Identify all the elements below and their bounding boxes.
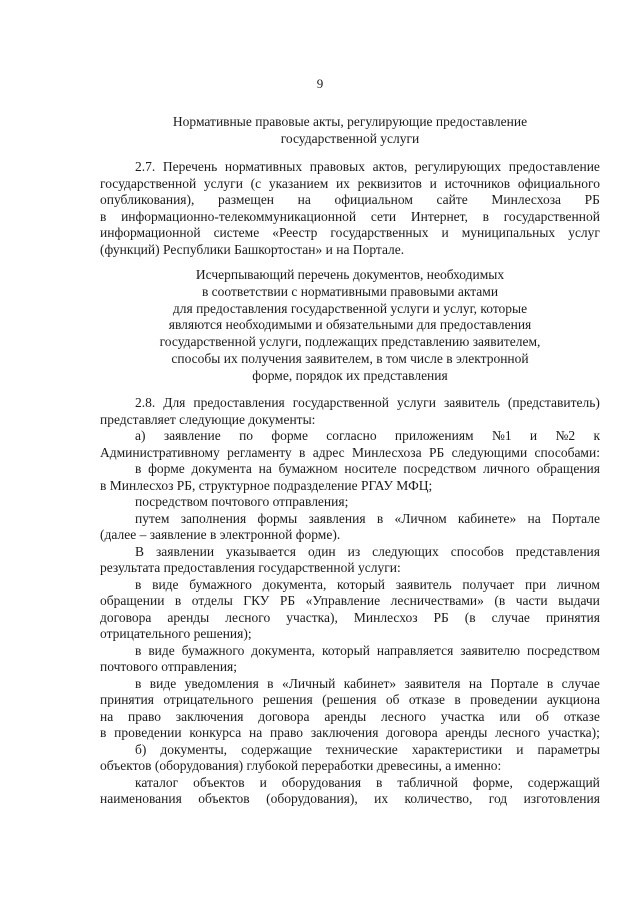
text-line bbox=[100, 395, 600, 412]
word: ГКУ bbox=[243, 593, 270, 608]
text-line bbox=[100, 593, 600, 610]
word: и bbox=[516, 741, 524, 757]
word: форме bbox=[148, 461, 185, 476]
word: способами: bbox=[534, 444, 600, 460]
word: сайте bbox=[436, 192, 468, 207]
word: отказе bbox=[563, 708, 600, 724]
word: и bbox=[529, 428, 538, 443]
word: заявителя bbox=[404, 675, 461, 691]
text-line bbox=[100, 159, 600, 176]
word: проведении bbox=[470, 692, 538, 707]
heading-line: для предоставления государственной услуги и услуг, которые bbox=[172, 300, 528, 316]
word: виде bbox=[148, 642, 175, 658]
word: по bbox=[239, 428, 254, 443]
word: (представитель) bbox=[507, 395, 600, 410]
word: «Личный bbox=[281, 675, 336, 691]
word: государственной bbox=[100, 175, 197, 191]
word: отказе bbox=[408, 692, 445, 707]
word: личном bbox=[556, 576, 600, 592]
word: в bbox=[100, 208, 107, 224]
word: (решения bbox=[322, 692, 377, 707]
heading-line: в соответствии с нормативными правовыми актами bbox=[201, 283, 499, 299]
word: и bbox=[429, 175, 437, 191]
paragraph-2-7 bbox=[100, 159, 600, 258]
heading-line: государственной услуги bbox=[280, 131, 420, 146]
word: способов bbox=[450, 543, 504, 559]
word: указывается bbox=[226, 543, 297, 559]
word: (в bbox=[464, 609, 476, 625]
word: заполнения bbox=[180, 510, 247, 526]
word: документы, bbox=[160, 741, 228, 757]
heading-line: Нормативные правовые акты, регулирующие предоставление bbox=[172, 114, 528, 129]
word: регулирующих bbox=[414, 159, 502, 174]
word: лесничествами» bbox=[390, 593, 484, 608]
word: государственной bbox=[292, 395, 389, 410]
word: на bbox=[258, 461, 272, 476]
word: принятия bbox=[100, 692, 154, 707]
word: представления bbox=[515, 543, 600, 559]
word: в bbox=[135, 576, 142, 592]
word: обращении bbox=[100, 593, 165, 608]
word: адрес bbox=[312, 444, 345, 460]
word: виде bbox=[149, 675, 177, 691]
word: заявителю bbox=[460, 642, 521, 658]
word: услуг bbox=[568, 225, 600, 240]
heading-line: способы их получения заявителем, в том числе в электронной bbox=[171, 350, 529, 366]
word: бумажном bbox=[278, 461, 338, 476]
word: содержащие bbox=[241, 741, 312, 757]
word: на bbox=[468, 675, 483, 691]
word: лесного bbox=[381, 708, 426, 724]
word: в bbox=[135, 642, 142, 658]
heading-line: государственной услуги, подлежащих представлению заявителем, bbox=[159, 334, 541, 350]
word: муниципальных bbox=[461, 225, 556, 240]
text-line bbox=[100, 428, 600, 445]
word: об bbox=[385, 692, 400, 707]
word: в bbox=[174, 593, 182, 608]
word: их bbox=[335, 175, 350, 191]
word: в bbox=[299, 444, 306, 460]
text-line bbox=[100, 791, 600, 808]
word: участка bbox=[440, 708, 485, 724]
text-line bbox=[100, 676, 600, 693]
word: один bbox=[307, 543, 336, 559]
word: услуги bbox=[396, 395, 436, 410]
word: содержащий bbox=[527, 774, 600, 790]
word: части bbox=[515, 593, 548, 608]
word: а) bbox=[135, 428, 146, 443]
word: приложениям bbox=[394, 428, 474, 443]
word: согласно bbox=[326, 428, 377, 443]
word: в bbox=[376, 510, 384, 526]
word: виде bbox=[152, 576, 179, 592]
word: регламенту bbox=[227, 444, 292, 460]
word: кабинете» bbox=[457, 510, 517, 526]
word: при bbox=[525, 576, 547, 592]
word: на bbox=[100, 708, 114, 724]
word: решения bbox=[262, 692, 313, 707]
word: информационно-телекоммуникационной bbox=[121, 208, 357, 224]
text-line bbox=[100, 725, 600, 742]
text-line: представляет следующие документы: bbox=[100, 411, 316, 427]
word: обращения bbox=[536, 461, 600, 476]
word: характеристики bbox=[411, 741, 503, 757]
word: изготовления bbox=[523, 791, 600, 806]
word: следующими bbox=[451, 444, 528, 460]
text-line bbox=[100, 709, 600, 726]
word: аренды bbox=[167, 609, 210, 625]
text-line: почтового отправления; bbox=[100, 659, 238, 674]
word: объектов bbox=[193, 774, 245, 790]
text-line bbox=[100, 610, 600, 627]
word: опубликования), bbox=[100, 192, 195, 207]
word: №2 bbox=[555, 428, 576, 443]
text-line bbox=[100, 445, 600, 462]
word: В bbox=[135, 543, 145, 559]
word: наименования bbox=[100, 791, 182, 806]
word: предоставление bbox=[508, 159, 600, 174]
word: аукциона bbox=[546, 692, 600, 707]
word: носителе bbox=[344, 461, 397, 476]
word: информационной bbox=[100, 225, 201, 240]
word: Административному bbox=[100, 444, 220, 460]
word: официального bbox=[517, 175, 600, 191]
word: в bbox=[267, 675, 274, 691]
word: (оборудования), bbox=[266, 791, 358, 806]
text-line bbox=[100, 192, 600, 209]
section-heading-documents-list bbox=[100, 267, 600, 385]
word: источников bbox=[444, 175, 511, 191]
word: табличной bbox=[397, 774, 458, 790]
word: об bbox=[535, 708, 549, 724]
word: конкурса bbox=[189, 725, 242, 740]
text-line bbox=[100, 511, 600, 528]
word: проведении bbox=[114, 725, 182, 740]
heading-line: форме, порядок их представления bbox=[252, 367, 448, 383]
word: отрицательного bbox=[163, 692, 254, 707]
word: из bbox=[347, 543, 361, 559]
word: посредством bbox=[527, 642, 600, 658]
word: право bbox=[128, 708, 161, 724]
word: участка), bbox=[286, 609, 338, 625]
text-line bbox=[100, 742, 600, 759]
text-line bbox=[100, 643, 600, 660]
word: к bbox=[593, 428, 600, 443]
page-number: 9 bbox=[316, 76, 324, 91]
section-heading-normative-acts bbox=[100, 113, 600, 147]
word: бумажного bbox=[181, 642, 245, 658]
heading-line: Исчерпывающий перечень документов, необходимых bbox=[195, 267, 505, 282]
word: форме, bbox=[472, 774, 513, 790]
word: (с bbox=[250, 175, 262, 191]
word: реквизитов bbox=[357, 175, 422, 191]
word: «Управление bbox=[305, 593, 381, 608]
word: Портале bbox=[551, 510, 600, 526]
text-line: результата предоставления государственной услуги: bbox=[100, 560, 401, 575]
word: услуги bbox=[203, 175, 243, 191]
word: заявитель bbox=[395, 576, 452, 592]
word: сети bbox=[370, 208, 397, 224]
word: договора bbox=[258, 708, 310, 724]
word: РБ bbox=[279, 593, 296, 608]
text-line: (далее – заявление в электронной форме). bbox=[100, 527, 341, 542]
word: на bbox=[297, 192, 311, 207]
word: отделы bbox=[191, 593, 233, 608]
word: государственной bbox=[503, 208, 600, 224]
word: Минлесхоза bbox=[351, 444, 422, 460]
word: в bbox=[482, 208, 490, 224]
word: «Реестр bbox=[272, 225, 318, 240]
word: право bbox=[270, 725, 304, 740]
word: Минлесхоз bbox=[353, 609, 418, 625]
word: уведомления bbox=[184, 675, 259, 691]
word: бумажного bbox=[189, 576, 252, 592]
word: заявлении bbox=[155, 543, 215, 559]
word: объектов bbox=[198, 791, 250, 806]
word: аренды bbox=[324, 708, 367, 724]
word: 2.7. bbox=[135, 159, 156, 174]
word: Портале bbox=[490, 675, 539, 691]
word: в bbox=[100, 725, 107, 740]
word: предоставления bbox=[193, 395, 285, 410]
word: актов, bbox=[372, 159, 408, 174]
word: кабинет» bbox=[343, 675, 397, 691]
word: случае bbox=[561, 675, 600, 691]
word: нормативных bbox=[224, 159, 303, 174]
text-line: (функций) Республики Башкортостан» и на Портале. bbox=[100, 241, 405, 257]
word: Интернет, bbox=[410, 208, 468, 224]
word: государственных bbox=[330, 225, 429, 240]
word: личного bbox=[483, 461, 530, 476]
word: в bbox=[546, 675, 554, 691]
word: получает bbox=[462, 576, 515, 592]
text-line: объектов (оборудования) глубокой переработки древесины, а именно: bbox=[100, 758, 502, 773]
text-line bbox=[100, 577, 600, 594]
word: следующих bbox=[372, 543, 439, 559]
word: правовых bbox=[309, 159, 365, 174]
word: который bbox=[321, 642, 370, 658]
word: в bbox=[135, 675, 142, 691]
word: заключения bbox=[175, 708, 244, 724]
word: лесного bbox=[225, 609, 271, 625]
text-line bbox=[100, 225, 600, 242]
word: на bbox=[249, 725, 263, 740]
word: случае bbox=[491, 609, 530, 625]
word: заявления bbox=[308, 510, 366, 526]
word: документа bbox=[191, 461, 252, 476]
text-line: посредством почтового отправления; bbox=[135, 494, 349, 509]
word: аренды bbox=[445, 725, 488, 740]
word: каталог bbox=[135, 774, 179, 790]
word: параметры bbox=[537, 741, 600, 757]
word: указанием bbox=[268, 175, 329, 191]
heading-line: являются необходимыми и обязательными для предоставления bbox=[168, 317, 532, 333]
word: и bbox=[259, 774, 267, 790]
word: РБ bbox=[584, 192, 600, 207]
word: или bbox=[499, 708, 521, 724]
word: 2.8. bbox=[135, 395, 156, 410]
word: официальном bbox=[334, 192, 413, 207]
word: размещен bbox=[218, 192, 275, 207]
word: документа, bbox=[251, 642, 316, 658]
word: документа, bbox=[262, 576, 327, 592]
text-line bbox=[100, 461, 600, 478]
word: путем bbox=[135, 510, 170, 526]
word: выдачи bbox=[558, 593, 600, 608]
word: РБ bbox=[428, 444, 445, 460]
word: №1 bbox=[491, 428, 512, 443]
word: (в bbox=[494, 593, 506, 608]
word: год bbox=[488, 791, 508, 806]
text-line bbox=[100, 692, 600, 709]
word: Перечень bbox=[162, 159, 218, 174]
word: и bbox=[441, 225, 449, 240]
word: технические bbox=[326, 741, 398, 757]
word: заключения bbox=[310, 725, 379, 740]
text-line bbox=[100, 544, 600, 561]
word: Для bbox=[163, 395, 186, 410]
word: «Личном bbox=[394, 510, 447, 526]
word: их bbox=[374, 791, 389, 806]
word: в bbox=[135, 461, 142, 476]
word: принятия bbox=[545, 609, 600, 625]
word: посредством bbox=[403, 461, 477, 476]
word: лесного bbox=[495, 725, 541, 740]
word: оборудования bbox=[281, 774, 362, 790]
word: направляется bbox=[376, 642, 454, 658]
word: форме bbox=[271, 428, 308, 443]
word: на bbox=[527, 510, 541, 526]
text-line: в Минлесхоз РБ, структурное подразделение РГАУ МФЦ; bbox=[100, 477, 433, 493]
text-line bbox=[100, 176, 600, 193]
text-line: отрицательного решения); bbox=[100, 626, 252, 641]
word: системе bbox=[213, 225, 260, 240]
paragraph-2-8 bbox=[100, 395, 600, 808]
word: РБ bbox=[433, 609, 449, 625]
word: в bbox=[454, 692, 461, 707]
word: участка); bbox=[547, 725, 600, 740]
word: Минлесхоза bbox=[491, 192, 562, 207]
word: формы bbox=[257, 510, 298, 526]
word: который bbox=[337, 576, 385, 592]
word: в bbox=[376, 774, 383, 790]
word: количество, bbox=[404, 791, 473, 806]
word: заявление bbox=[163, 428, 221, 443]
text-line bbox=[100, 775, 600, 792]
word: б) bbox=[135, 741, 147, 757]
word: заявитель bbox=[443, 395, 500, 410]
text-line bbox=[100, 209, 600, 226]
word: договора bbox=[100, 609, 152, 625]
word: договора bbox=[386, 725, 438, 740]
